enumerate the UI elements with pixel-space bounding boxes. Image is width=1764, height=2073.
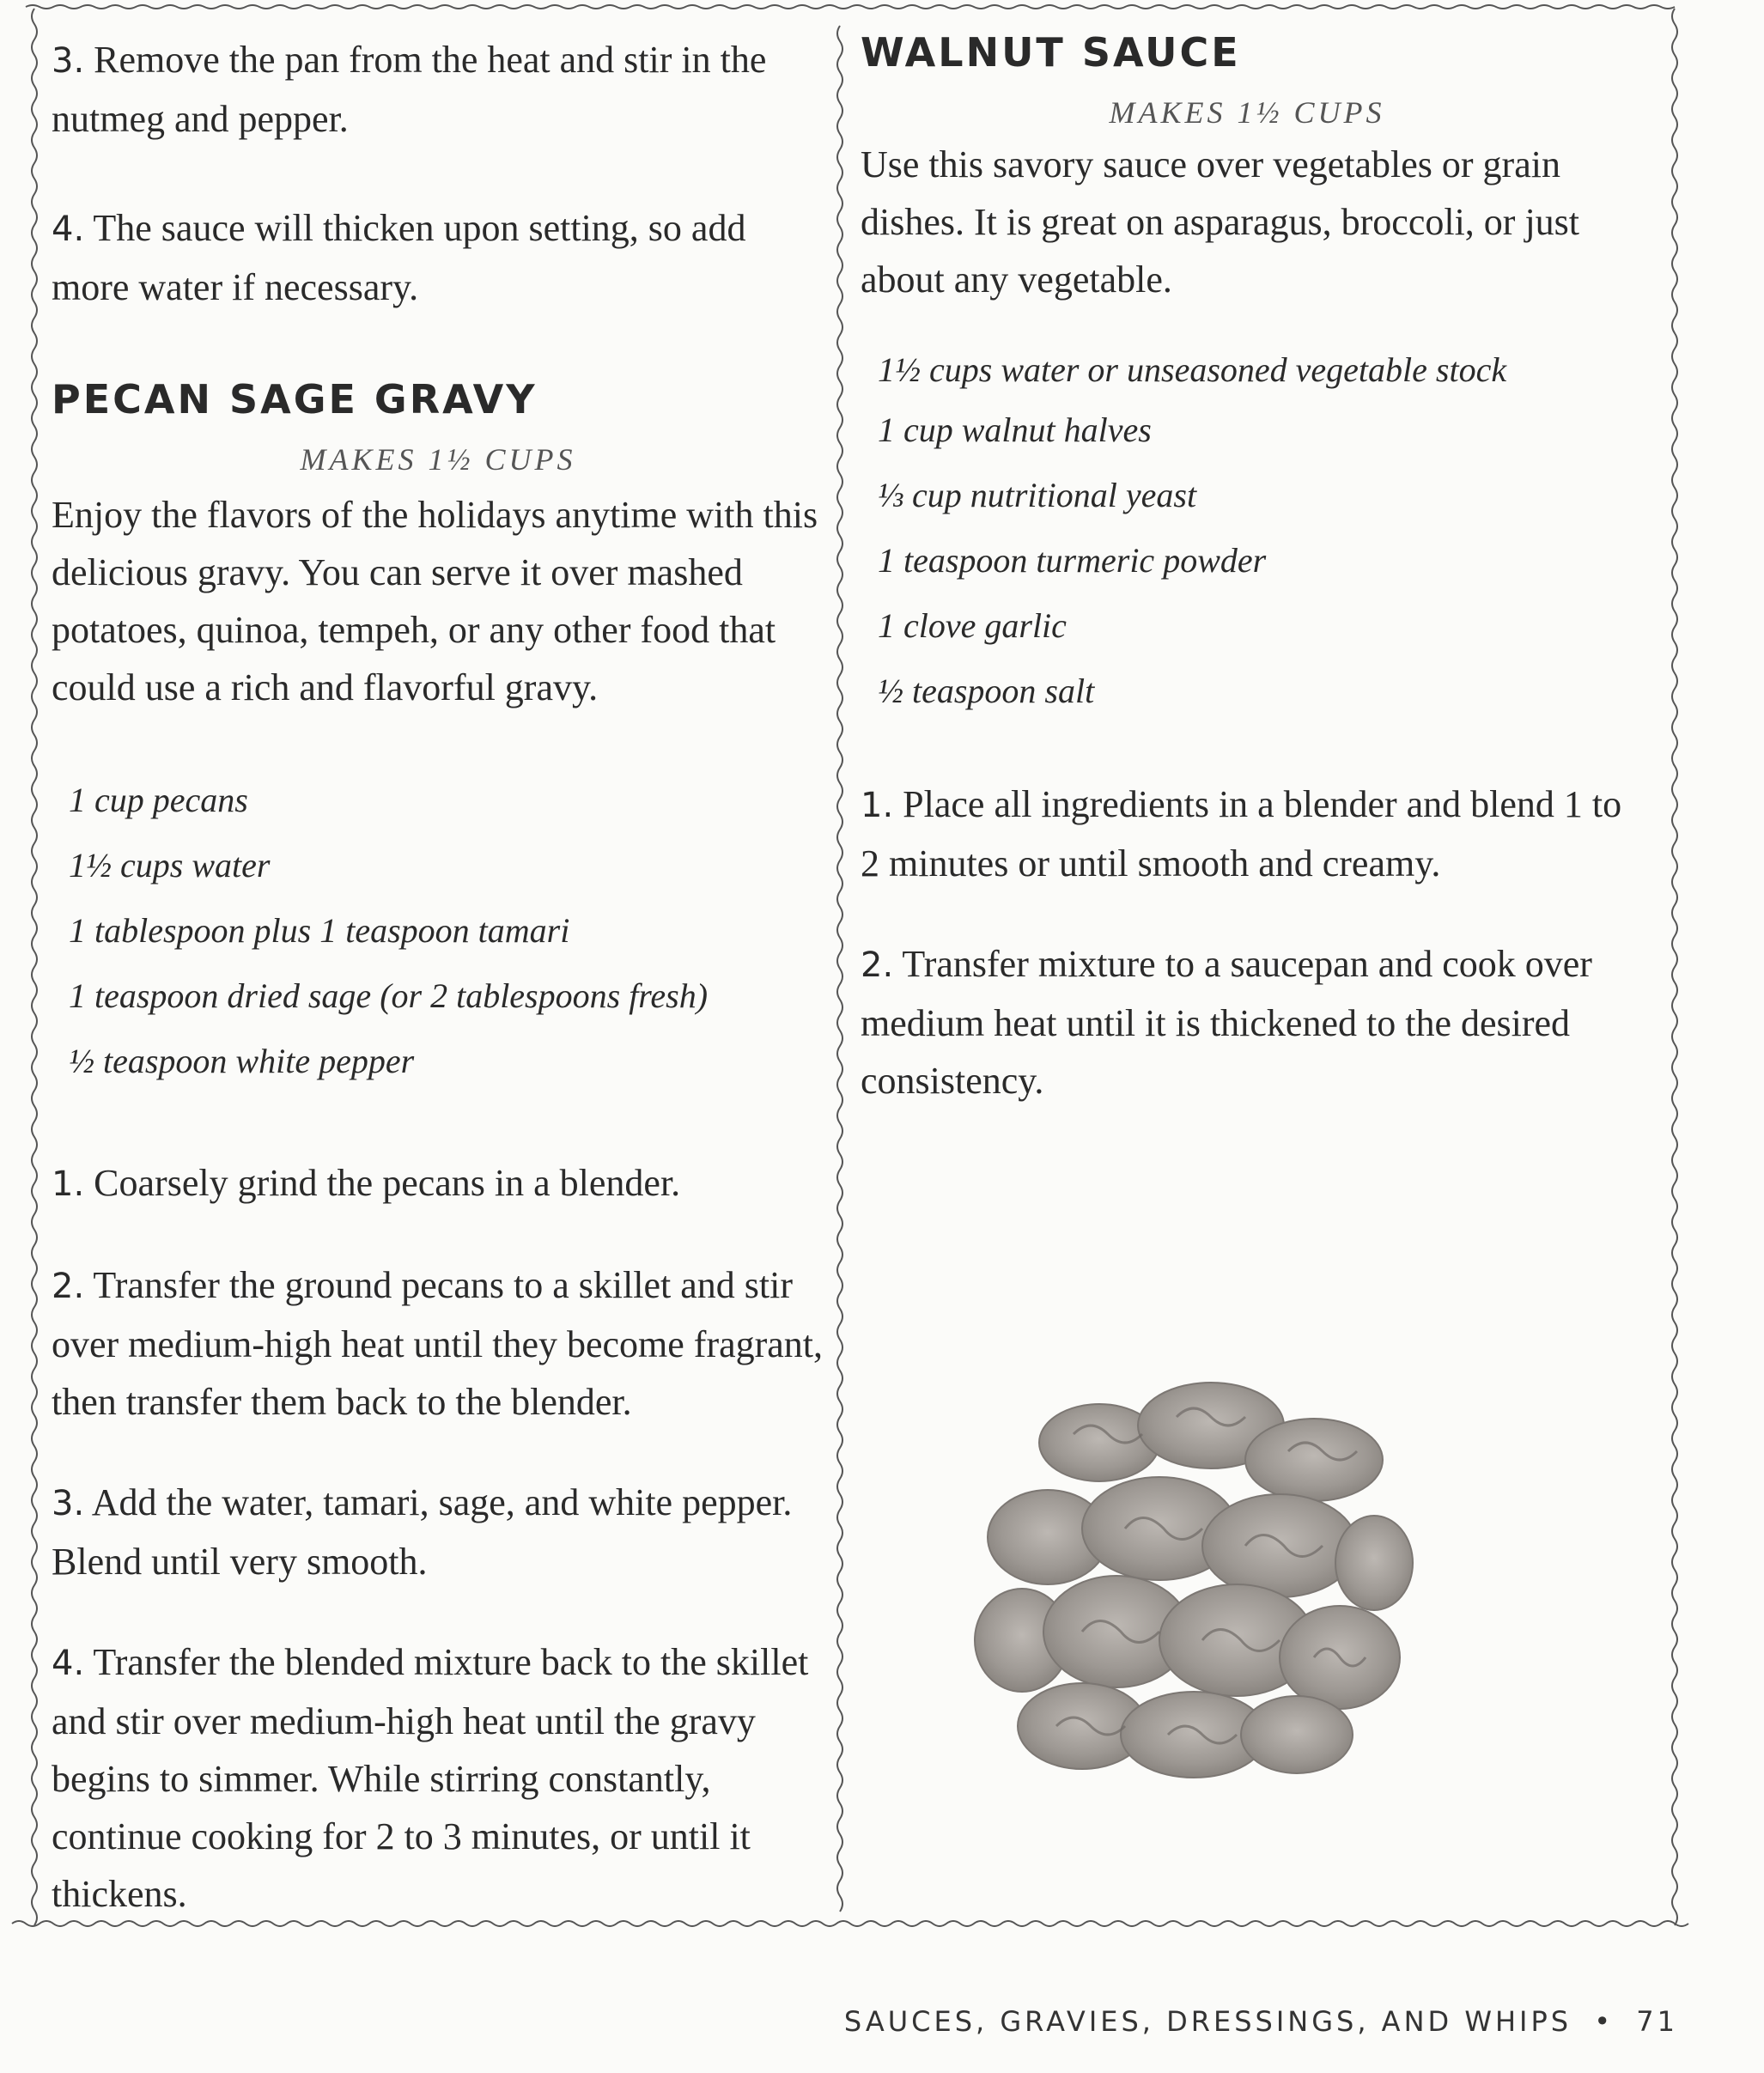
walnut-intro: Use this savory sauce over vegetables or grain dishes. It is great on asparagus, broccoli, or just about any vegetable. [861, 143, 1580, 301]
pecan-makes: MAKES 1½ CUPS [300, 442, 576, 477]
prev-step-3: 3. Remove the pan from the heat and stir in the nutmeg and pepper. [52, 39, 767, 140]
walnut-step-1: 1. Place all ingredients in a blender and blend 1 to 2 minutes or until smooth and creamy. [861, 783, 1622, 885]
right-column [861, 21, 1633, 1109]
walnut-makes: MAKES 1½ CUPS [1109, 95, 1385, 130]
walnut-step-2: 2. Transfer mixture to a saucepan and cook over medium heat until it is thickened to the desired consistency. [861, 943, 1592, 1102]
walnut-ingredient-list [861, 343, 1633, 724]
ingredient-item: ½ teaspoon salt [878, 672, 1095, 710]
ingredient-item: 1½ cups water [69, 846, 271, 885]
pecan-step-2: 2. Transfer the ground pecans to a skillet and stir over medium-high heat until they become fragrant, then transfer them back to the blender. [52, 1264, 824, 1423]
page-number: 71 [1636, 2005, 1678, 2038]
ingredient-item: 1 teaspoon turmeric powder [878, 541, 1267, 580]
walnut-sauce-title: WALNUT SAUCE [861, 29, 1241, 76]
pecan-intro: Enjoy the flavors of the holidays anytime with this delicious gravy. You can serve it over mashed potatoes, quinoa, tempeh, or any other food that could use a rich and flavorful gravy. [52, 494, 818, 708]
ingredient-item: 1 clove garlic [878, 606, 1067, 645]
prev-step-4: 4. The sauce will thicken upon setting, so add more water if necessary. [52, 207, 746, 308]
ingredient-item: 1½ cups water or unseasoned vegetable stock [878, 350, 1507, 389]
section-title: SAUCES, GRAVIES, DRESSINGS, AND WHIPS [843, 2005, 1572, 2038]
walnut-halves-image [970, 1365, 1417, 1795]
pecan-step-3: 3. Add the water, tamari, sage, and white pepper. Blend until very smooth. [52, 1481, 793, 1583]
ingredient-item: 1 teaspoon dried sage (or 2 tablespoons fresh) [69, 976, 709, 1015]
left-column [52, 21, 824, 1923]
ingredient-item: 1 tablespoon plus 1 teaspoon tamari [69, 911, 570, 950]
page-footer [844, 2005, 1678, 2038]
pecan-ingredient-list [52, 768, 824, 1094]
footer-bullet: • [1594, 2005, 1615, 2038]
pecan-sage-gravy-title: PECAN SAGE GRAVY [52, 376, 538, 423]
ingredient-item: 1 cup walnut halves [878, 410, 1152, 449]
ingredient-item: ½ teaspoon white pepper [69, 1042, 415, 1080]
pecan-step-4: 4. Transfer the blended mixture back to the skillet and stir over medium-high heat until the gravy begins to simmer. While stirring constantly, continue cooking for 2 to 3 minutes, or until it thickens. [52, 1641, 809, 1915]
pecan-step-1: 1. Coarsely grind the pecans in a blender. [52, 1162, 681, 1204]
ingredient-item: ⅓ cup nutritional yeast [878, 476, 1197, 514]
ingredient-item: 1 cup pecans [69, 781, 248, 819]
